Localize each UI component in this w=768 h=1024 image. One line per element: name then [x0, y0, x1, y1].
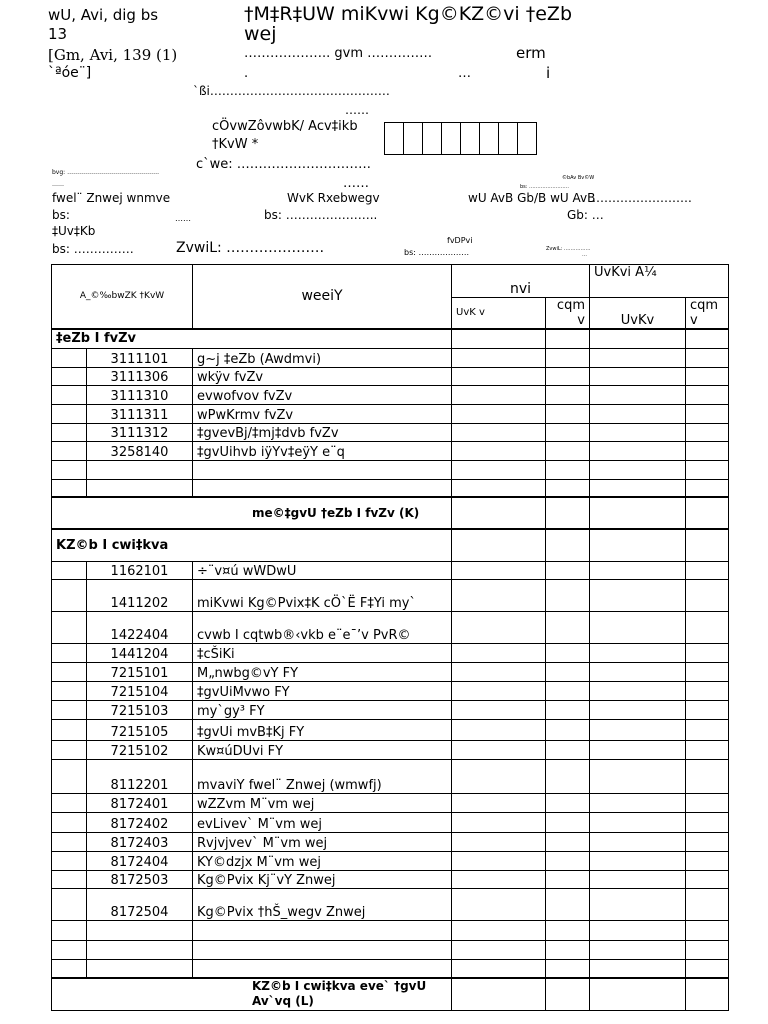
economic-code: 3111311 [87, 404, 193, 423]
blank-cell [52, 385, 87, 404]
amount-cell [590, 497, 686, 529]
item-description: Rvjvjvev` M¨vm wej [193, 832, 452, 851]
code-box [422, 122, 442, 155]
amount-cell [686, 793, 729, 812]
table-row [52, 561, 729, 579]
blank-cell [52, 611, 87, 643]
tiny-note-top: ©bAv Bv©W [562, 175, 595, 181]
month-field: ……………….. gvm …………… [244, 46, 433, 61]
amount-cell [546, 497, 590, 529]
amount-cell [590, 719, 686, 740]
table-row [52, 920, 729, 940]
code-label: †KvW * [212, 137, 259, 152]
economic-code: 8112201 [87, 759, 193, 793]
item-description: evwofvov fvZv [193, 385, 452, 404]
amount-cell [546, 888, 590, 920]
table-row [52, 643, 729, 662]
item-description: miKvwi Kg©Pvix‡K cÖ`Ë F‡Yi my` [193, 579, 452, 611]
amount-cell [452, 497, 546, 529]
amount-cell [590, 681, 686, 700]
blank-cell [52, 870, 87, 888]
amount-cell [686, 959, 729, 978]
amount-cell [452, 920, 546, 940]
amount-cell [546, 404, 590, 423]
amount-cell [686, 870, 729, 888]
item-description [193, 479, 452, 497]
deduction-section-total-label: KZ©b I cwi‡kva eve` †gvU Av`vq (L) [52, 978, 452, 1010]
amount-cell [546, 759, 590, 793]
amount-cell [590, 870, 686, 888]
page-title: †M‡R‡UW miKvwi Kg©KZ©vi †eZb wej [244, 3, 573, 45]
amount-cell [686, 579, 729, 611]
amount-cell [546, 812, 590, 832]
col-header-rate: nvi [452, 265, 590, 298]
year-label: erm [516, 44, 546, 62]
amount-cell [452, 611, 546, 643]
blank-cell [52, 460, 87, 479]
amount-cell [686, 940, 729, 959]
economic-code: 1162101 [87, 561, 193, 579]
amount-cell [590, 348, 686, 367]
economic-code: 3111312 [87, 423, 193, 441]
blank-cell [52, 793, 87, 812]
economic-code [87, 959, 193, 978]
amount-cell [686, 497, 729, 529]
amount-cell [590, 740, 686, 759]
amount-cell [452, 700, 546, 719]
amount-cell [686, 367, 729, 385]
table-row [52, 959, 729, 978]
amount-cell [546, 793, 590, 812]
amount-cell [686, 479, 729, 497]
col-header-amount-taka: UvKv [590, 298, 686, 330]
dot-mark: . [244, 66, 249, 81]
table-row [52, 385, 729, 404]
salary-section-title: ‡eZb I fvZv [52, 329, 452, 348]
salary-section-total-row [52, 497, 729, 529]
amount-cell [590, 385, 686, 404]
amount-cell [590, 662, 686, 681]
amount-cell [546, 978, 590, 1010]
item-description: KY©dzjx M¨vm wej [193, 851, 452, 870]
amount-cell [686, 700, 729, 719]
tiny-date: ZvwiL: ……………. [546, 246, 591, 252]
gpf-account-bs: bs: [52, 208, 70, 222]
table-row [52, 441, 729, 460]
table-row [52, 367, 729, 385]
amount-cell [590, 793, 686, 812]
blank-cell [52, 561, 87, 579]
form-ref-line3: [Gm, Avi, 139 (1) [48, 46, 178, 64]
economic-code: 3111310 [87, 385, 193, 404]
blank-cell [52, 423, 87, 441]
salary-section-total-label: me©‡gvU †eZb I fvZv (K) [52, 497, 452, 529]
salary-section-title-row [52, 329, 729, 348]
economic-code [87, 460, 193, 479]
table-row [52, 759, 729, 793]
economic-code: 7215105 [87, 719, 193, 740]
amount-cell [590, 832, 686, 851]
form-ref-line1: wU, Avi, dig bs [48, 6, 159, 24]
tin-dots: ……………………. [592, 191, 692, 205]
blank-cell [52, 719, 87, 740]
amount-cell [452, 851, 546, 870]
economic-code: 8172401 [87, 793, 193, 812]
economic-code: 7215102 [87, 740, 193, 759]
amount-cell [546, 423, 590, 441]
col-header-description: weeiY [193, 265, 452, 330]
economic-code [87, 479, 193, 497]
table-row [52, 812, 729, 832]
amount-cell [452, 367, 546, 385]
table-row [52, 423, 729, 441]
amount-cell [686, 681, 729, 700]
economic-code: 8172503 [87, 870, 193, 888]
code-box [517, 122, 537, 155]
item-description: g~j ‡eZb (Awdmvi) [193, 348, 452, 367]
col-header-amount: UvKvi A¼ [590, 265, 729, 298]
table-row [52, 832, 729, 851]
tiny-date-dots: … [582, 252, 587, 258]
amount-cell [546, 681, 590, 700]
amount-cell [686, 719, 729, 740]
amount-cell [546, 643, 590, 662]
economic-code: 8172404 [87, 851, 193, 870]
item-description [193, 959, 452, 978]
amount-cell [546, 561, 590, 579]
blank-cell [52, 441, 87, 460]
deduction-section-title-row [52, 529, 729, 561]
item-description: M„nwbg©vY FY [193, 662, 452, 681]
amount-cell [546, 700, 590, 719]
amount-cell [452, 978, 546, 1010]
amount-cell [452, 643, 546, 662]
amount-cell [686, 759, 729, 793]
office-name-dots: …… [345, 103, 369, 117]
item-description: ‡gvevBj/‡mj‡dvb fvZv [193, 423, 452, 441]
blank-cell [52, 920, 87, 940]
amount-cell [686, 561, 729, 579]
voucher-bs: bs: ………………. [404, 248, 470, 257]
table-row [52, 479, 729, 497]
postal-insurance-bs: bs: ………………….. [264, 208, 378, 222]
blank-cell [52, 832, 87, 851]
amount-cell [452, 759, 546, 793]
economic-code: 1422404 [87, 611, 193, 643]
amount-cell [546, 719, 590, 740]
amount-cell [590, 329, 686, 348]
office-type-label: cÖvwZôvwbK/ Acv‡ikb [212, 119, 358, 134]
economic-code [87, 940, 193, 959]
table-row [52, 662, 729, 681]
item-description [193, 920, 452, 940]
amount-cell [452, 348, 546, 367]
table-row [52, 404, 729, 423]
amount-cell [686, 888, 729, 920]
amount-cell [686, 460, 729, 479]
amount-cell [590, 404, 686, 423]
amount-cell [686, 740, 729, 759]
table-row [52, 719, 729, 740]
amount-cell [452, 423, 546, 441]
salary-section [52, 329, 729, 529]
amount-cell [452, 662, 546, 681]
salary-bill-table [51, 264, 729, 1011]
item-description: evLivev` M¨vm wej [193, 812, 452, 832]
blank-cell [52, 367, 87, 385]
economic-code: 7215101 [87, 662, 193, 681]
tin-number: Gb: … [567, 208, 604, 222]
blank-cell [52, 348, 87, 367]
item-description: ÷¨v¤ú wWDwU [193, 561, 452, 579]
amount-cell [546, 959, 590, 978]
col-header-rate-taka: UvK v [452, 298, 546, 330]
amount-cell [686, 329, 729, 348]
amount-cell [590, 759, 686, 793]
amount-cell [452, 385, 546, 404]
amount-cell [590, 441, 686, 460]
amount-cell [546, 832, 590, 851]
item-description: wZZvm M¨vm wej [193, 793, 452, 812]
year-sub-label: i [546, 64, 551, 82]
amount-cell [546, 329, 590, 348]
economic-code: 8172402 [87, 812, 193, 832]
amount-cell [546, 870, 590, 888]
economic-code: 1441204 [87, 643, 193, 662]
item-description [193, 460, 452, 479]
amount-cell [452, 441, 546, 460]
item-description: my`gy³ FY [193, 700, 452, 719]
economic-code: 7215103 [87, 700, 193, 719]
form-ref-line2: 13 [48, 25, 68, 43]
token-bs: bs: …………… [52, 242, 134, 256]
amount-cell [452, 793, 546, 812]
amount-cell [546, 367, 590, 385]
item-description: wkÿv fvZv [193, 367, 452, 385]
blank-cell [52, 479, 87, 497]
amount-cell [590, 978, 686, 1010]
amount-cell [686, 385, 729, 404]
table-row [52, 851, 729, 870]
item-description: cvwb I cqtwb®‹vkb e¨e¯’v PvR© [193, 611, 452, 643]
amount-cell [590, 812, 686, 832]
item-description: ‡cŠiKi [193, 643, 452, 662]
date-field: ZvwiL: ………………… [176, 240, 325, 256]
amount-cell [686, 662, 729, 681]
amount-cell [546, 851, 590, 870]
deduction-section-total-row [52, 978, 729, 1010]
table-row [52, 870, 729, 888]
item-description: Kw¤úDUvi FY [193, 740, 452, 759]
amount-cell [686, 611, 729, 643]
table-row [52, 700, 729, 719]
postal-insurance-label: WvK Rxebwegv [287, 191, 380, 205]
tin-label: wU AvB Gb/B wU AvB [468, 191, 596, 205]
blank-cell [52, 662, 87, 681]
amount-cell [452, 561, 546, 579]
amount-cell [686, 832, 729, 851]
blank-cell [52, 888, 87, 920]
blank-cell [52, 740, 87, 759]
amount-cell [590, 423, 686, 441]
amount-cell [686, 404, 729, 423]
col-header-code: A_©‰bwZK †KvW [52, 265, 193, 330]
economic-code: 1411202 [87, 579, 193, 611]
item-description: Kg©Pvix Kj¨vY Znwej [193, 870, 452, 888]
blank-cell [52, 940, 87, 959]
blank-cell [52, 643, 87, 662]
amount-cell [452, 740, 546, 759]
economic-code [87, 920, 193, 940]
amount-cell [546, 348, 590, 367]
name-dots: …… [52, 181, 64, 188]
blank-cell [52, 700, 87, 719]
amount-cell [590, 460, 686, 479]
amount-cell [590, 888, 686, 920]
deduction-section-title: KZ©b I cwi‡kva [52, 529, 452, 561]
table-row [52, 793, 729, 812]
item-description: wPwKrmv fvZv [193, 404, 452, 423]
blank-cell [52, 759, 87, 793]
amount-cell [452, 888, 546, 920]
amount-cell [686, 920, 729, 940]
code-box [403, 122, 423, 155]
office-name-field: `ßi……………………………………… [193, 84, 390, 98]
office-code-boxes [385, 122, 537, 155]
blank-cell [52, 959, 87, 978]
amount-cell [546, 740, 590, 759]
code-box [441, 122, 461, 155]
amount-cell [686, 529, 729, 561]
economic-code: 3111101 [87, 348, 193, 367]
economic-code: 3258140 [87, 441, 193, 460]
blank-cell [52, 579, 87, 611]
amount-cell [452, 959, 546, 978]
item-description: ‡gvUi mvB‡Kj FY [193, 719, 452, 740]
amount-cell [546, 920, 590, 940]
amount-cell [590, 643, 686, 662]
amount-cell [452, 329, 546, 348]
voucher-label: fvDPvi [447, 236, 473, 245]
item-description: ‡gvUiMvwo FY [193, 681, 452, 700]
amount-cell [590, 579, 686, 611]
amount-cell [452, 719, 546, 740]
table-row [52, 740, 729, 759]
amount-cell [590, 529, 686, 561]
amount-cell [452, 404, 546, 423]
code-box [498, 122, 518, 155]
col-header-amount-poisha: cqm v [686, 298, 729, 330]
amount-cell [452, 460, 546, 479]
amount-cell [546, 662, 590, 681]
item-description: Kg©Pvix †hŠ_wegv Znwej [193, 888, 452, 920]
blank-cell [52, 681, 87, 700]
economic-code: 3111306 [87, 367, 193, 385]
amount-cell [452, 579, 546, 611]
amount-cell [452, 940, 546, 959]
table-row [52, 579, 729, 611]
item-description: ‡gvUihvb iÿYv‡eÿY e¨q [193, 441, 452, 460]
tiny-note-bs: bs: …………………… [520, 184, 570, 190]
amount-cell [452, 870, 546, 888]
amount-cell [452, 812, 546, 832]
amount-cell [590, 700, 686, 719]
amount-cell [590, 940, 686, 959]
token-label: ‡Uv‡Kb [52, 224, 96, 238]
amount-cell [546, 940, 590, 959]
amount-cell [686, 441, 729, 460]
designation-dots: …… [343, 176, 369, 191]
table-row [52, 348, 729, 367]
gpf-account-dots: …… [175, 214, 191, 223]
table-row [52, 460, 729, 479]
amount-cell [686, 851, 729, 870]
table-row [52, 940, 729, 959]
amount-cell [546, 611, 590, 643]
col-header-rate-poisha: cqm v [546, 298, 590, 330]
blank-cell [52, 851, 87, 870]
dots-mark: … [458, 66, 471, 81]
amount-cell [686, 978, 729, 1010]
amount-cell [546, 529, 590, 561]
item-description [193, 940, 452, 959]
amount-cell [546, 479, 590, 497]
table-row [52, 888, 729, 920]
amount-cell [590, 920, 686, 940]
amount-cell [546, 460, 590, 479]
amount-cell [452, 529, 546, 561]
economic-code: 8172403 [87, 832, 193, 851]
amount-cell [452, 681, 546, 700]
amount-cell [590, 367, 686, 385]
amount-cell [546, 385, 590, 404]
amount-cell [686, 348, 729, 367]
code-box [460, 122, 480, 155]
amount-cell [546, 441, 590, 460]
amount-cell [590, 959, 686, 978]
code-box [479, 122, 499, 155]
deduction-section [52, 529, 729, 1010]
economic-code: 8172504 [87, 888, 193, 920]
amount-cell [590, 479, 686, 497]
amount-cell [686, 643, 729, 662]
amount-cell [590, 611, 686, 643]
designation-field: c`we: …………………………. [196, 157, 371, 172]
amount-cell [452, 479, 546, 497]
economic-code: 7215104 [87, 681, 193, 700]
code-box [384, 122, 404, 155]
amount-cell [686, 812, 729, 832]
amount-cell [546, 579, 590, 611]
form-ref-line4: `ªóe¨] [48, 65, 92, 81]
name-field: bvg: ………………………………………. [52, 169, 160, 176]
item-description: mvaviY fwel¨ Znwej (wmwfj) [193, 759, 452, 793]
blank-cell [52, 812, 87, 832]
gpf-account-label: fwel¨ Znwej wnmve [52, 191, 171, 205]
amount-cell [590, 851, 686, 870]
amount-cell [452, 832, 546, 851]
blank-cell [52, 404, 87, 423]
table-row [52, 681, 729, 700]
table-row [52, 611, 729, 643]
amount-cell [590, 561, 686, 579]
amount-cell [686, 423, 729, 441]
